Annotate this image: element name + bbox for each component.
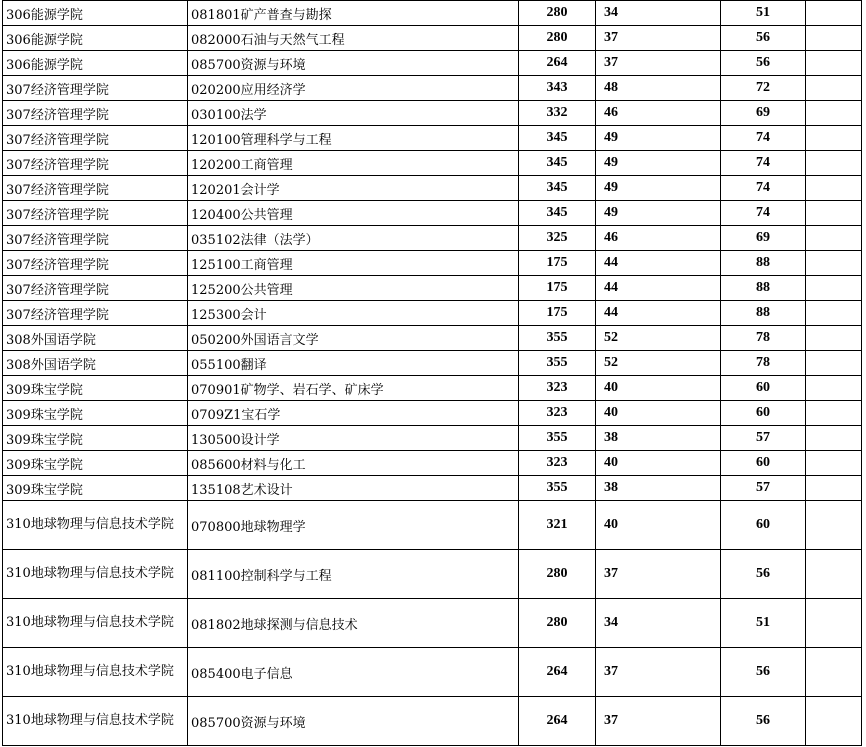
- subject1-score-cell: 40: [596, 376, 721, 401]
- major-cell: 120201会计学: [188, 176, 519, 201]
- major-cell: 070901矿物学、岩石学、矿床学: [188, 376, 519, 401]
- subject1-score-cell: 37: [596, 648, 721, 697]
- extra-cell: [806, 1, 862, 26]
- table-row: [3, 351, 862, 376]
- college-cell: 310地球物理与信息技术学院: [3, 550, 188, 599]
- major-cell: 120100管理科学与工程: [188, 126, 519, 151]
- college-cell: 307经济管理学院: [3, 226, 188, 251]
- major-cell: 020200应用经济学: [188, 76, 519, 101]
- subject1-score-cell: 48: [596, 76, 721, 101]
- major-cell: 035102法律（法学）: [188, 226, 519, 251]
- table-row: [3, 326, 862, 351]
- total-score-cell: 355: [519, 476, 596, 501]
- subject2-score-cell: 57: [721, 476, 806, 501]
- college-cell: 309珠宝学院: [3, 476, 188, 501]
- major-cell: 125200公共管理: [188, 276, 519, 301]
- college-cell: 309珠宝学院: [3, 376, 188, 401]
- subject2-score-cell: 60: [721, 451, 806, 476]
- subject2-score-cell: 88: [721, 301, 806, 326]
- subject2-score-cell: 56: [721, 51, 806, 76]
- extra-cell: [806, 326, 862, 351]
- college-cell: 307经济管理学院: [3, 276, 188, 301]
- extra-cell: [806, 226, 862, 251]
- extra-cell: [806, 426, 862, 451]
- subject1-score-cell: 46: [596, 101, 721, 126]
- total-score-cell: 280: [519, 26, 596, 51]
- extra-cell: [806, 126, 862, 151]
- total-score-cell: 280: [519, 1, 596, 26]
- table-row: [3, 376, 862, 401]
- total-score-cell: 321: [519, 501, 596, 550]
- subject2-score-cell: 56: [721, 697, 806, 746]
- table-row: [3, 301, 862, 326]
- total-score-cell: 345: [519, 201, 596, 226]
- subject1-score-cell: 52: [596, 351, 721, 376]
- table-row: [3, 1, 862, 26]
- college-cell: 306能源学院: [3, 51, 188, 76]
- college-cell: 307经济管理学院: [3, 101, 188, 126]
- subject2-score-cell: 56: [721, 648, 806, 697]
- subject2-score-cell: 69: [721, 101, 806, 126]
- subject2-score-cell: 78: [721, 351, 806, 376]
- college-cell: 307经济管理学院: [3, 126, 188, 151]
- major-cell: 135108艺术设计: [188, 476, 519, 501]
- total-score-cell: 345: [519, 151, 596, 176]
- extra-cell: [806, 101, 862, 126]
- table-row: [3, 599, 862, 648]
- subject1-score-cell: 49: [596, 151, 721, 176]
- college-cell: 310地球物理与信息技术学院: [3, 501, 188, 550]
- major-cell: 125300会计: [188, 301, 519, 326]
- major-cell: 085700资源与环境: [188, 697, 519, 746]
- college-cell: 307经济管理学院: [3, 251, 188, 276]
- total-score-cell: 264: [519, 697, 596, 746]
- total-score-cell: 355: [519, 326, 596, 351]
- major-cell: 081802地球探测与信息技术: [188, 599, 519, 648]
- subject2-score-cell: 60: [721, 501, 806, 550]
- subject2-score-cell: 88: [721, 276, 806, 301]
- college-cell: 309珠宝学院: [3, 451, 188, 476]
- extra-cell: [806, 201, 862, 226]
- subject2-score-cell: 88: [721, 251, 806, 276]
- subject1-score-cell: 44: [596, 251, 721, 276]
- total-score-cell: 323: [519, 451, 596, 476]
- total-score-cell: 175: [519, 276, 596, 301]
- college-cell: 307经济管理学院: [3, 176, 188, 201]
- table-row: [3, 151, 862, 176]
- subject1-score-cell: 38: [596, 426, 721, 451]
- table-row: [3, 51, 862, 76]
- subject2-score-cell: 56: [721, 550, 806, 599]
- major-cell: 081100控制科学与工程: [188, 550, 519, 599]
- table-row: [3, 76, 862, 101]
- major-cell: 030100法学: [188, 101, 519, 126]
- subject1-score-cell: 34: [596, 1, 721, 26]
- subject1-score-cell: 34: [596, 599, 721, 648]
- subject1-score-cell: 40: [596, 401, 721, 426]
- extra-cell: [806, 697, 862, 746]
- college-cell: 309珠宝学院: [3, 401, 188, 426]
- total-score-cell: 355: [519, 426, 596, 451]
- table-row: [3, 697, 862, 746]
- subject2-score-cell: 72: [721, 76, 806, 101]
- extra-cell: [806, 648, 862, 697]
- total-score-cell: 345: [519, 176, 596, 201]
- table-row: [3, 648, 862, 697]
- college-cell: 306能源学院: [3, 1, 188, 26]
- table-row: [3, 126, 862, 151]
- college-cell: 309珠宝学院: [3, 426, 188, 451]
- extra-cell: [806, 501, 862, 550]
- college-cell: 310地球物理与信息技术学院: [3, 648, 188, 697]
- subject2-score-cell: 60: [721, 401, 806, 426]
- major-cell: 120200工商管理: [188, 151, 519, 176]
- college-cell: 307经济管理学院: [3, 201, 188, 226]
- subject1-score-cell: 46: [596, 226, 721, 251]
- college-cell: 307经济管理学院: [3, 301, 188, 326]
- total-score-cell: 323: [519, 376, 596, 401]
- major-cell: 081801矿产普查与勘探: [188, 1, 519, 26]
- table-row: [3, 550, 862, 599]
- total-score-cell: 355: [519, 351, 596, 376]
- subject1-score-cell: 40: [596, 501, 721, 550]
- extra-cell: [806, 176, 862, 201]
- extra-cell: [806, 76, 862, 101]
- score-table: [2, 0, 862, 746]
- college-cell: 310地球物理与信息技术学院: [3, 599, 188, 648]
- major-cell: 120400公共管理: [188, 201, 519, 226]
- major-cell: 082000石油与天然气工程: [188, 26, 519, 51]
- subject2-score-cell: 69: [721, 226, 806, 251]
- major-cell: 085600材料与化工: [188, 451, 519, 476]
- subject1-score-cell: 37: [596, 26, 721, 51]
- major-cell: 085700资源与环境: [188, 51, 519, 76]
- total-score-cell: 332: [519, 101, 596, 126]
- major-cell: 125100工商管理: [188, 251, 519, 276]
- college-cell: 307经济管理学院: [3, 151, 188, 176]
- table-row: [3, 426, 862, 451]
- subject1-score-cell: 49: [596, 126, 721, 151]
- subject2-score-cell: 74: [721, 201, 806, 226]
- major-cell: 070800地球物理学: [188, 501, 519, 550]
- major-cell: 130500设计学: [188, 426, 519, 451]
- table-row: [3, 276, 862, 301]
- total-score-cell: 343: [519, 76, 596, 101]
- subject2-score-cell: 78: [721, 326, 806, 351]
- table-row: [3, 101, 862, 126]
- subject2-score-cell: 74: [721, 176, 806, 201]
- subject2-score-cell: 57: [721, 426, 806, 451]
- table-row: [3, 501, 862, 550]
- total-score-cell: 264: [519, 51, 596, 76]
- extra-cell: [806, 151, 862, 176]
- table-row: [3, 26, 862, 51]
- extra-cell: [806, 376, 862, 401]
- extra-cell: [806, 599, 862, 648]
- table-row: [3, 226, 862, 251]
- college-cell: 308外国语学院: [3, 351, 188, 376]
- extra-cell: [806, 476, 862, 501]
- subject1-score-cell: 37: [596, 550, 721, 599]
- college-cell: 308外国语学院: [3, 326, 188, 351]
- table-row: [3, 401, 862, 426]
- subject2-score-cell: 74: [721, 151, 806, 176]
- extra-cell: [806, 276, 862, 301]
- extra-cell: [806, 351, 862, 376]
- subject2-score-cell: 56: [721, 26, 806, 51]
- major-cell: 050200外国语言文学: [188, 326, 519, 351]
- total-score-cell: 323: [519, 401, 596, 426]
- table-row: [3, 476, 862, 501]
- extra-cell: [806, 401, 862, 426]
- total-score-cell: 280: [519, 599, 596, 648]
- subject1-score-cell: 44: [596, 301, 721, 326]
- total-score-cell: 345: [519, 126, 596, 151]
- extra-cell: [806, 251, 862, 276]
- subject1-score-cell: 49: [596, 201, 721, 226]
- extra-cell: [806, 550, 862, 599]
- subject1-score-cell: 37: [596, 697, 721, 746]
- subject2-score-cell: 51: [721, 599, 806, 648]
- total-score-cell: 175: [519, 251, 596, 276]
- total-score-cell: 175: [519, 301, 596, 326]
- major-cell: 085400电子信息: [188, 648, 519, 697]
- subject1-score-cell: 49: [596, 176, 721, 201]
- subject2-score-cell: 60: [721, 376, 806, 401]
- extra-cell: [806, 26, 862, 51]
- college-cell: 306能源学院: [3, 26, 188, 51]
- subject1-score-cell: 52: [596, 326, 721, 351]
- extra-cell: [806, 451, 862, 476]
- subject1-score-cell: 40: [596, 451, 721, 476]
- major-cell: 0709Z1宝石学: [188, 401, 519, 426]
- table-row: [3, 451, 862, 476]
- total-score-cell: 325: [519, 226, 596, 251]
- table-row: [3, 176, 862, 201]
- table-row: [3, 201, 862, 226]
- table-row: [3, 251, 862, 276]
- subject1-score-cell: 38: [596, 476, 721, 501]
- extra-cell: [806, 51, 862, 76]
- college-cell: 310地球物理与信息技术学院: [3, 697, 188, 746]
- total-score-cell: 264: [519, 648, 596, 697]
- subject1-score-cell: 37: [596, 51, 721, 76]
- subject2-score-cell: 74: [721, 126, 806, 151]
- subject1-score-cell: 44: [596, 276, 721, 301]
- college-cell: 307经济管理学院: [3, 76, 188, 101]
- total-score-cell: 280: [519, 550, 596, 599]
- extra-cell: [806, 301, 862, 326]
- major-cell: 055100翻译: [188, 351, 519, 376]
- subject2-score-cell: 51: [721, 1, 806, 26]
